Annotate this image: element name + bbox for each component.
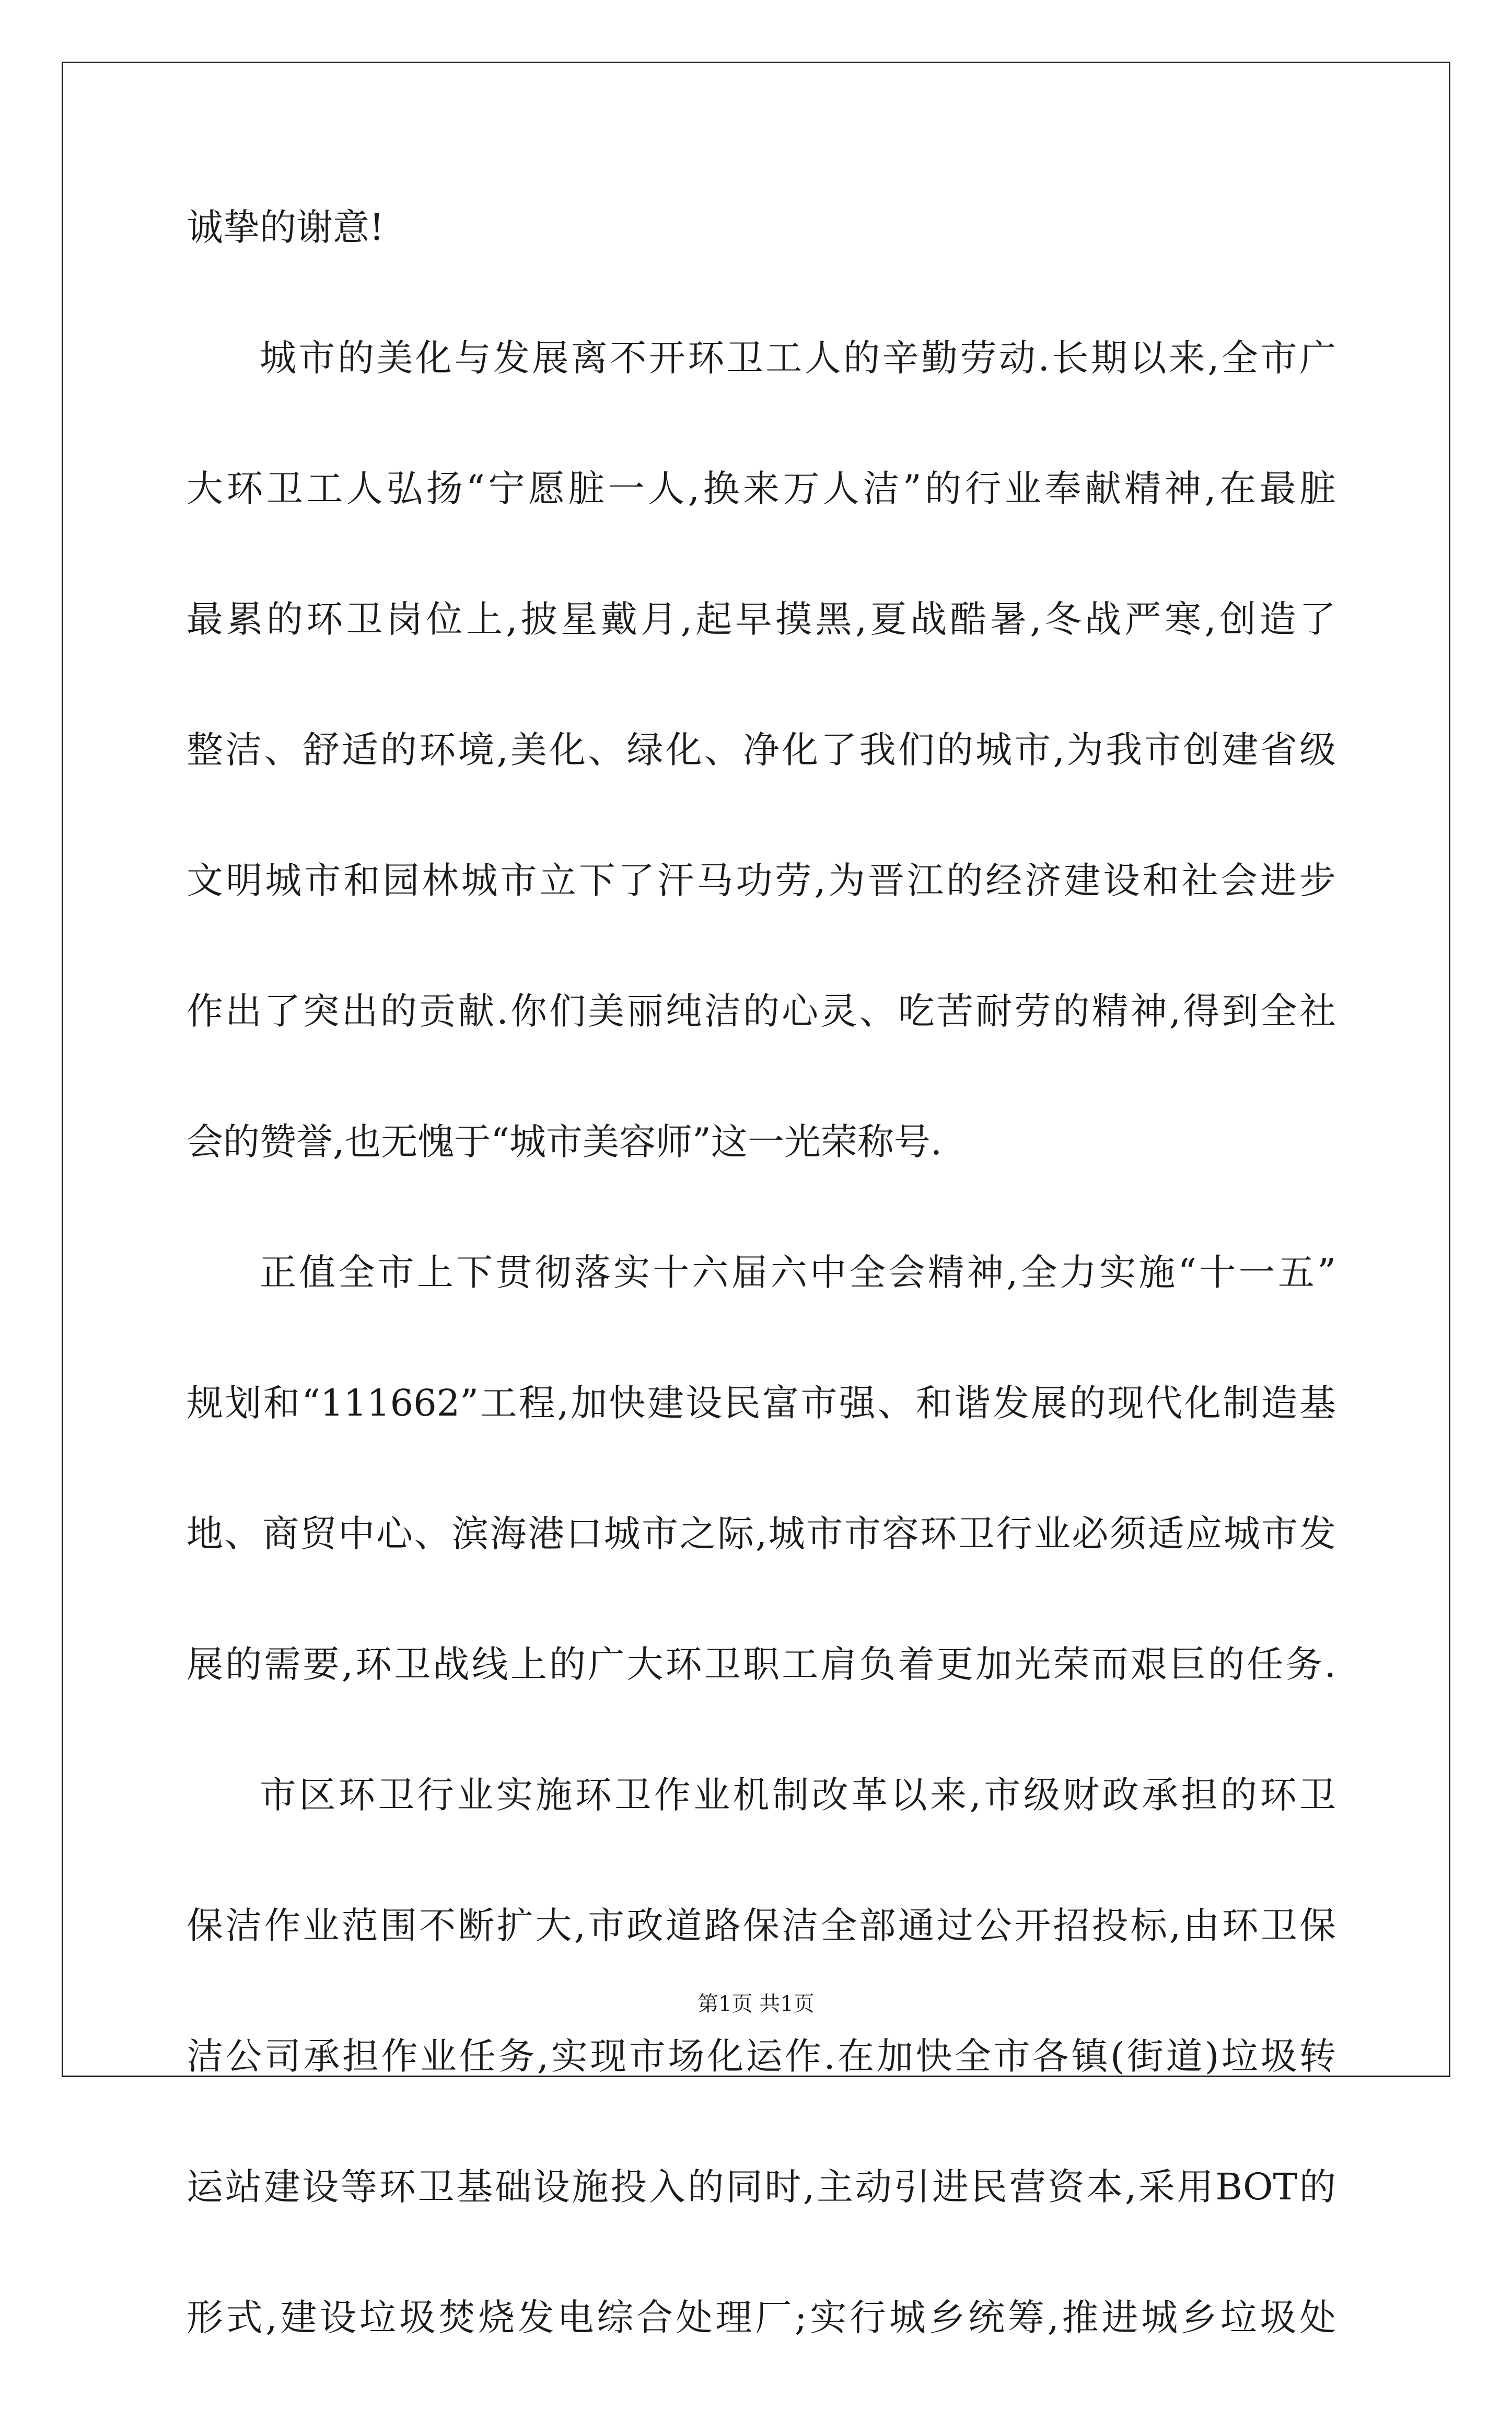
body-line-8: 会的赞誉,也无愧于“城市美容师”这一光荣称号. <box>187 1120 943 1163</box>
body-line-3: 大环卫工人弘扬“宁愿脏一人,换来万人洁”的行业奉献精神,在最脏 <box>187 467 1336 510</box>
body-line-5: 整洁、舒适的环境,美化、绿化、净化了我们的城市,为我市创建省级 <box>187 728 1336 771</box>
body-line-11: 地、商贸中心、滨海港口城市之际,城市市容环卫行业必须适应城市发 <box>187 1512 1336 1555</box>
page-number-footer: 第1页 共1页 <box>697 1992 815 2016</box>
body-line-7: 作出了突出的贡献.你们美丽纯洁的心灵、吃苦耐劳的精神,得到全社 <box>187 990 1336 1033</box>
body-line-4: 最累的环卫岗位上,披星戴月,起早摸黑,夏战酷暑,冬战严寒,创造了 <box>187 598 1336 641</box>
body-line-6: 文明城市和园林城市立下了汗马功劳,为晋江的经济建设和社会进步 <box>187 859 1336 902</box>
document-body <box>187 201 1336 2422</box>
body-line-9: 正值全市上下贯彻落实十六届六中全会精神,全力实施“十一五” <box>260 1251 1336 1294</box>
body-line-14: 保洁作业范围不断扩大,市政道路保洁全部通过公开招投标,由环卫保 <box>187 1904 1336 1947</box>
body-line-1: 诚挚的谢意! <box>187 206 385 249</box>
body-line-17: 形式,建设垃圾焚烧发电综合处理厂;实行城乡统筹,推进城乡垃圾处 <box>187 2296 1336 2339</box>
body-line-15: 洁公司承担作业任务,实现市场化运作.在加快全市各镇(街道)垃圾转 <box>187 2035 1336 2078</box>
body-line-10: 规划和“111662”工程,加快建设民富市强、和谐发展的现代化制造基 <box>187 1382 1336 1424</box>
body-line-12: 展的需要,环卫战线上的广大环卫职工肩负着更加光荣而艰巨的任务. <box>187 1643 1336 1686</box>
body-line-13: 市区环卫行业实施环卫作业机制改革以来,市级财政承担的环卫 <box>260 1774 1336 1816</box>
body-line-16: 运站建设等环卫基础设施投入的同时,主动引进民营资本,采用BOT的 <box>187 2165 1336 2208</box>
body-line-2: 城市的美化与发展离不开环卫工人的辛勤劳动.长期以来,全市广 <box>260 337 1336 379</box>
